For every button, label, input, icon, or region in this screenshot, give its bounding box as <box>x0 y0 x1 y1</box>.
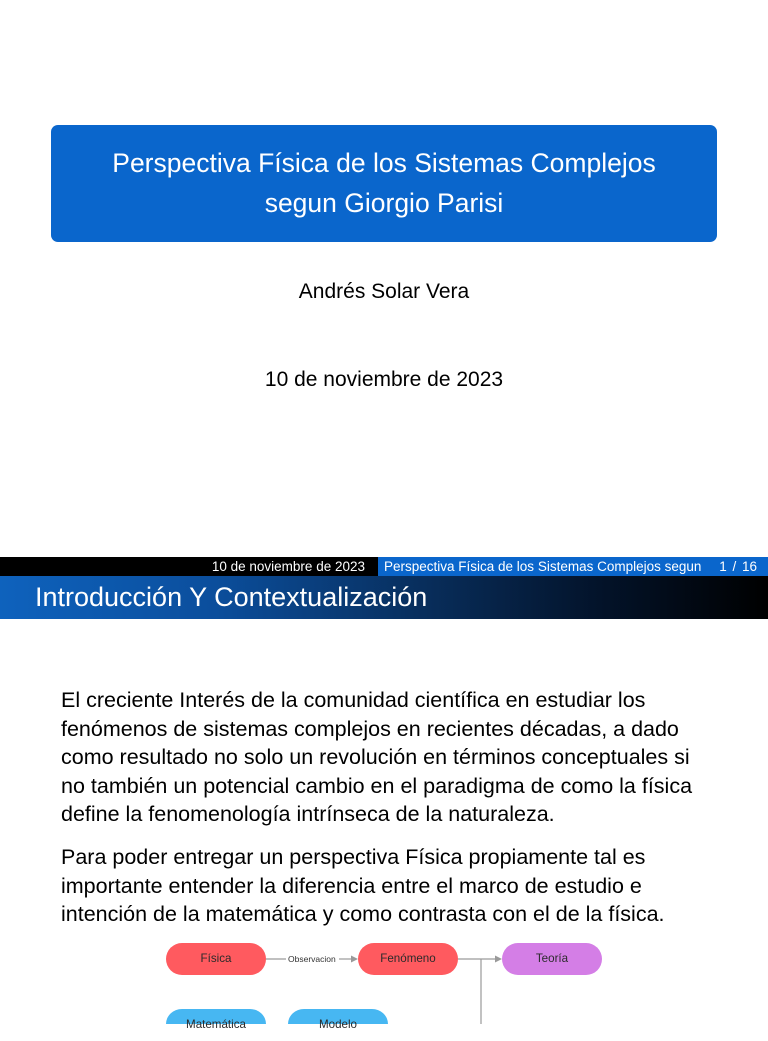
title-line-1: Perspectiva Física de los Sistemas Complejos <box>112 148 656 178</box>
node-fisica: Física <box>166 943 266 975</box>
paragraph-line: no también un potencial cambio en el paradigma de como la física <box>61 773 693 798</box>
author: Andrés Solar Vera <box>298 280 470 303</box>
footer-short-title: Perspectiva Física de los Sistemas Complejos segun <box>384 559 702 574</box>
footer-page-number: 1 / 16 <box>719 559 757 574</box>
paragraph-line: intención de la matemática y como contrasta con el de la física. <box>61 902 665 926</box>
intro-slide <box>0 576 768 1031</box>
title-line-2: segun Giorgio Parisi <box>264 188 504 218</box>
arrowhead-fenomeno <box>351 956 358 963</box>
title-box <box>51 125 717 242</box>
arrowhead-teoria <box>495 956 502 963</box>
frame-title: Introducción Y Contextualización <box>35 582 428 612</box>
node-teoria: Teoría <box>502 943 602 975</box>
paragraph-line: Para poder entregar un perspectiva Física propiamente tal es <box>61 845 646 869</box>
presentation-date: 10 de noviembre de 2023 <box>264 368 504 391</box>
node-modelo: Modelo <box>288 1009 388 1024</box>
paragraph-line: importante entender la diferencia entre el marco de estudio e <box>61 873 642 898</box>
paragraph-line: como resultado no solo un revolución en términos conceptuales si <box>61 745 690 769</box>
node-matematica: Matemática <box>166 1009 266 1024</box>
paragraph-2 <box>61 843 751 929</box>
slide-footer <box>0 557 768 576</box>
footer-title-box <box>378 557 768 576</box>
edge-label-observacion: Observacion <box>288 954 336 964</box>
paragraph-line: El creciente Interés de la comunidad científica en estudiar los <box>61 688 646 712</box>
paragraph-line: define la fenomenología intrínseca de la naturaleza. <box>61 802 555 826</box>
paragraph-1 <box>61 686 751 829</box>
paragraph-line: fenómenos de sistemas complejos en recientes décadas, a dado <box>61 716 679 741</box>
frame-title-bar <box>0 576 768 619</box>
footer-date: 10 de noviembre de 2023 <box>0 557 378 576</box>
node-fenomeno: Fenómeno <box>358 943 458 975</box>
